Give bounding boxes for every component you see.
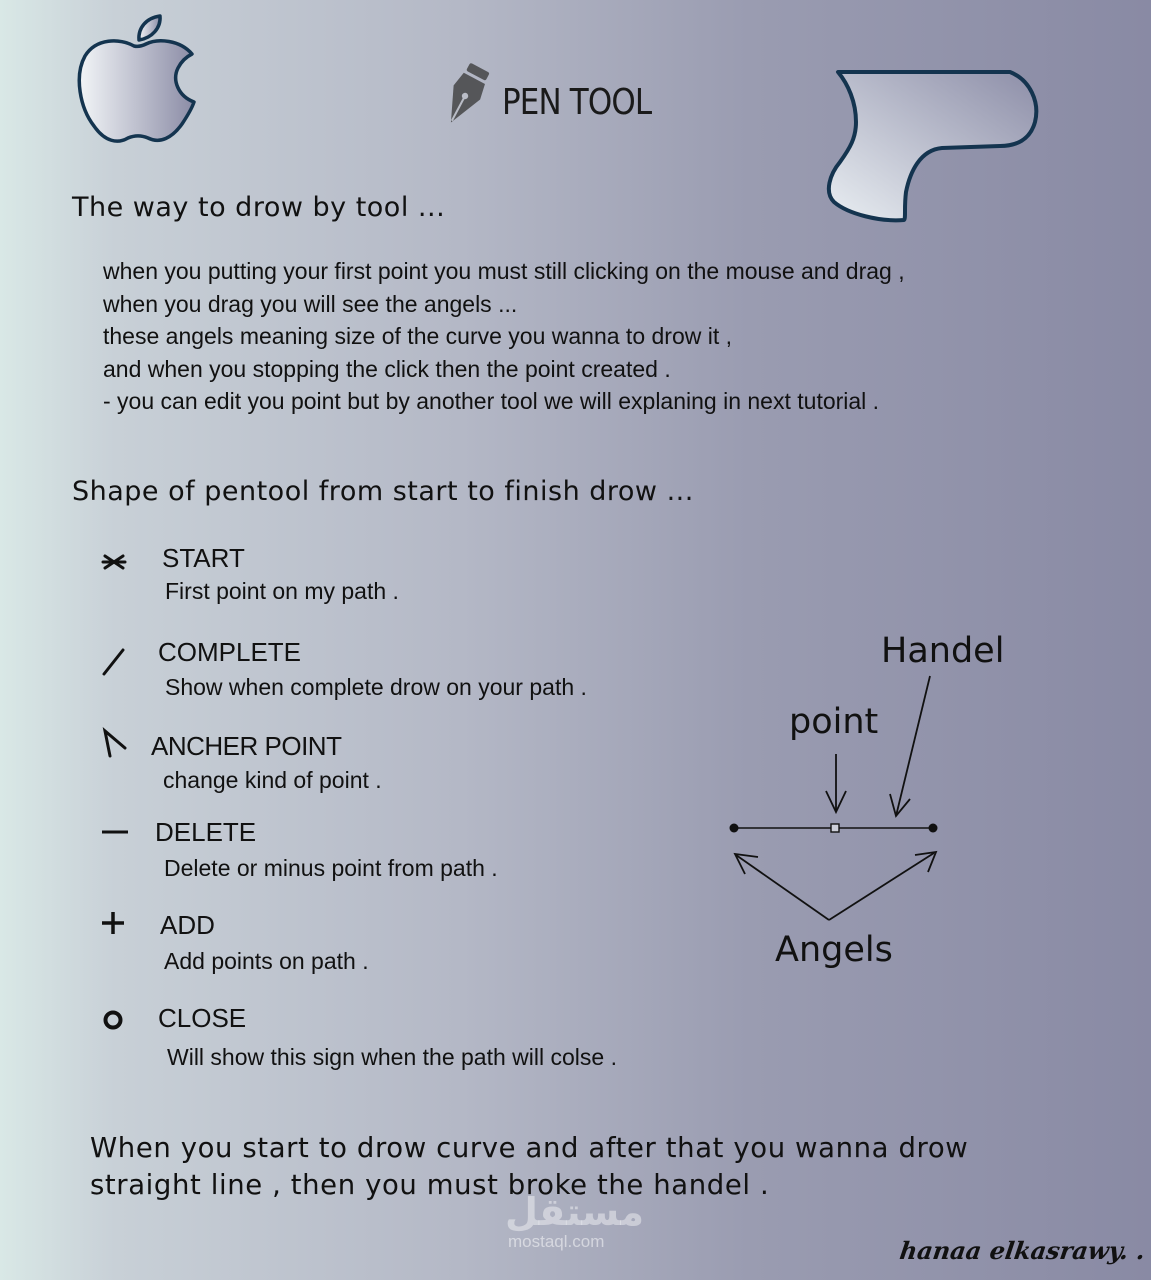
instruction-line: when you drag you will see the angels ...: [103, 290, 518, 317]
instruction-line: and when you stopping the click then the point created .: [103, 355, 671, 382]
pen-nib-icon: [436, 62, 494, 130]
watermark-url: mostaql.com: [508, 1232, 605, 1251]
tool-description-add: Add points on path .: [164, 948, 369, 974]
tool-title-close: CLOSE: [158, 1003, 247, 1033]
handle-line: [730, 824, 938, 833]
angles-arrows: [735, 852, 936, 920]
slash-icon: [99, 645, 129, 679]
author-signature: hanaa elkasrawy. .: [897, 1236, 1148, 1265]
tool-title-delete: DELETE: [155, 817, 257, 847]
angles-label: Angels: [775, 930, 893, 970]
blob-path-shape: [820, 62, 1045, 230]
instruction-line: these angels meaning size of the curve you wanna to drow it ,: [103, 323, 733, 350]
instructions-list: [103, 255, 905, 418]
handle-diagram: [700, 610, 1060, 990]
asterisk-icon: [99, 545, 129, 579]
tool-description-start: First point on my path .: [165, 578, 399, 604]
tool-title-complete: COMPLETE: [158, 637, 302, 667]
apple-logo-icon: [72, 10, 208, 150]
anchor-caret-icon: [99, 726, 129, 760]
page-title: PEN TOOL: [502, 82, 652, 123]
minus-icon: [99, 815, 129, 849]
bottom-note-line: When you start to drow curve and after that you wanna drow: [90, 1132, 969, 1164]
tool-title-start: START: [162, 543, 245, 573]
bottom-note-line: straight line , then you must broke the handel .: [90, 1169, 770, 1201]
handle-label: Handel: [881, 631, 1005, 671]
handle-end-point: [730, 824, 739, 833]
tool-description-complete: Show when complete drow on your path .: [165, 674, 587, 700]
tool-title-add: ADD: [160, 910, 215, 940]
watermark-logo: مستقل: [505, 1190, 644, 1234]
instruction-line: when you putting your first point you must still clicking on the mouse and drag ,: [103, 258, 905, 284]
circle-icon: [99, 1003, 129, 1037]
tool-title-anchor-point: ANCHER POINT: [151, 731, 342, 761]
handle-arrow: [890, 676, 930, 816]
plus-icon: [99, 906, 129, 940]
handle-end-point: [929, 824, 938, 833]
section-heading-shape: Shape of pentool from start to finish drow ...: [72, 476, 694, 507]
instruction-line: - you can edit you point but by another tool we will explaning in next tutorial .: [103, 388, 880, 415]
anchor-point: [831, 824, 839, 832]
tool-description-close: Will show this sign when the path will colse .: [167, 1044, 617, 1070]
point-arrow: [826, 754, 846, 812]
section-heading-way: The way to drow by tool ...: [72, 192, 446, 223]
point-label: point: [789, 702, 879, 742]
tool-description-delete: Delete or minus point from path .: [164, 855, 498, 881]
tool-description-anchor-point: change kind of point .: [163, 767, 382, 793]
